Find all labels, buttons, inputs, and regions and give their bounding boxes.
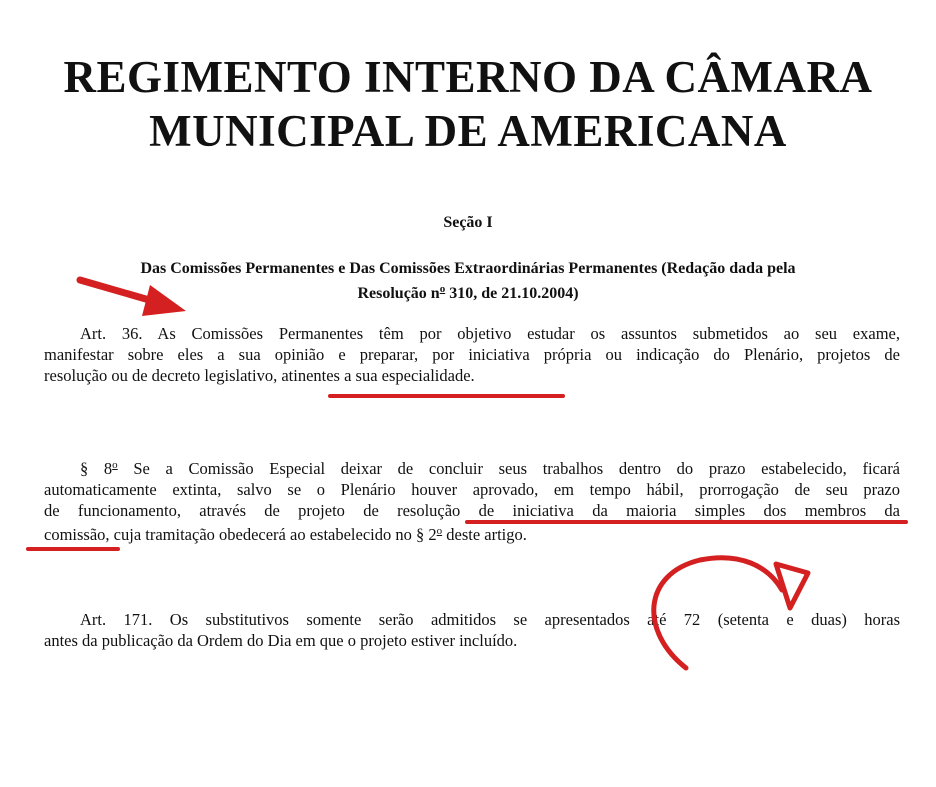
art36-line-1: Art. 36. As Comissões Permanentes têm por objetivo estudar os assuntos submetidos ao seu exame, — [80, 324, 900, 343]
paragraph-8 — [44, 455, 900, 545]
par8-line-3: de funcionamento, através de projeto de resolução de iniciativa da maioria simples dos membros da — [44, 501, 900, 520]
subtitle-line-2-prefix: Resolução n — [357, 285, 440, 302]
art36-line-2: manifestar sobre eles a sua opinião e preparar, por iniciativa própria ou indicação do Plenário, projetos de — [44, 345, 900, 364]
par8-line-4-suffix: deste artigo. — [442, 525, 527, 544]
title-line-1: REGIMENTO INTERNO DA CÂMARA — [63, 52, 873, 102]
par8-line-4-ordinal: o — [436, 525, 443, 537]
art171-line-2: antes da publicação da Ordem do Dia em que o projeto estiver incluído. — [44, 631, 518, 650]
section-heading: Seção I — [443, 214, 493, 231]
article-36 — [44, 323, 900, 386]
subtitle-line-2 — [40, 279, 896, 304]
par8-line-1-suffix: Se a Comissão Especial deixar de concluir seus trabalhos dentro do prazo estabelecido, ficará — [117, 459, 901, 478]
par8-line-1-prefix: § 8 — [80, 459, 113, 478]
title-line-2: MUNICIPAL DE AMERICANA — [149, 106, 787, 156]
subtitle-line-2-suffix: 310, de 21.10.2004) — [445, 285, 579, 302]
subtitle-ordinal: o — [439, 283, 446, 295]
section-subtitle — [40, 259, 896, 304]
document-title — [0, 50, 936, 158]
art36-line-3: resolução ou de decreto legislativo, atinentes a sua especialidade. — [44, 366, 475, 385]
par8-line-4-prefix: comissão, cuja tramitação obedecerá ao estabelecido no § 2 — [44, 525, 437, 544]
article-171 — [44, 609, 900, 651]
par8-line-2: automaticamente extinta, salvo se o Plenário houver aprovado, em tempo hábil, prorrogação de seu prazo — [44, 480, 900, 499]
art171-line-1: Art. 171. Os substitutivos somente serão admitidos se apresentados até 72 (setenta e duas) horas — [80, 610, 900, 629]
par8-line-1 — [44, 455, 900, 479]
par8-line-4 — [44, 521, 900, 545]
par8-ordinal: o — [112, 459, 118, 471]
subtitle-line-1: Das Comissões Permanentes e Das Comissões Extraordinárias Permanentes (Redação dada pela — [140, 260, 796, 277]
